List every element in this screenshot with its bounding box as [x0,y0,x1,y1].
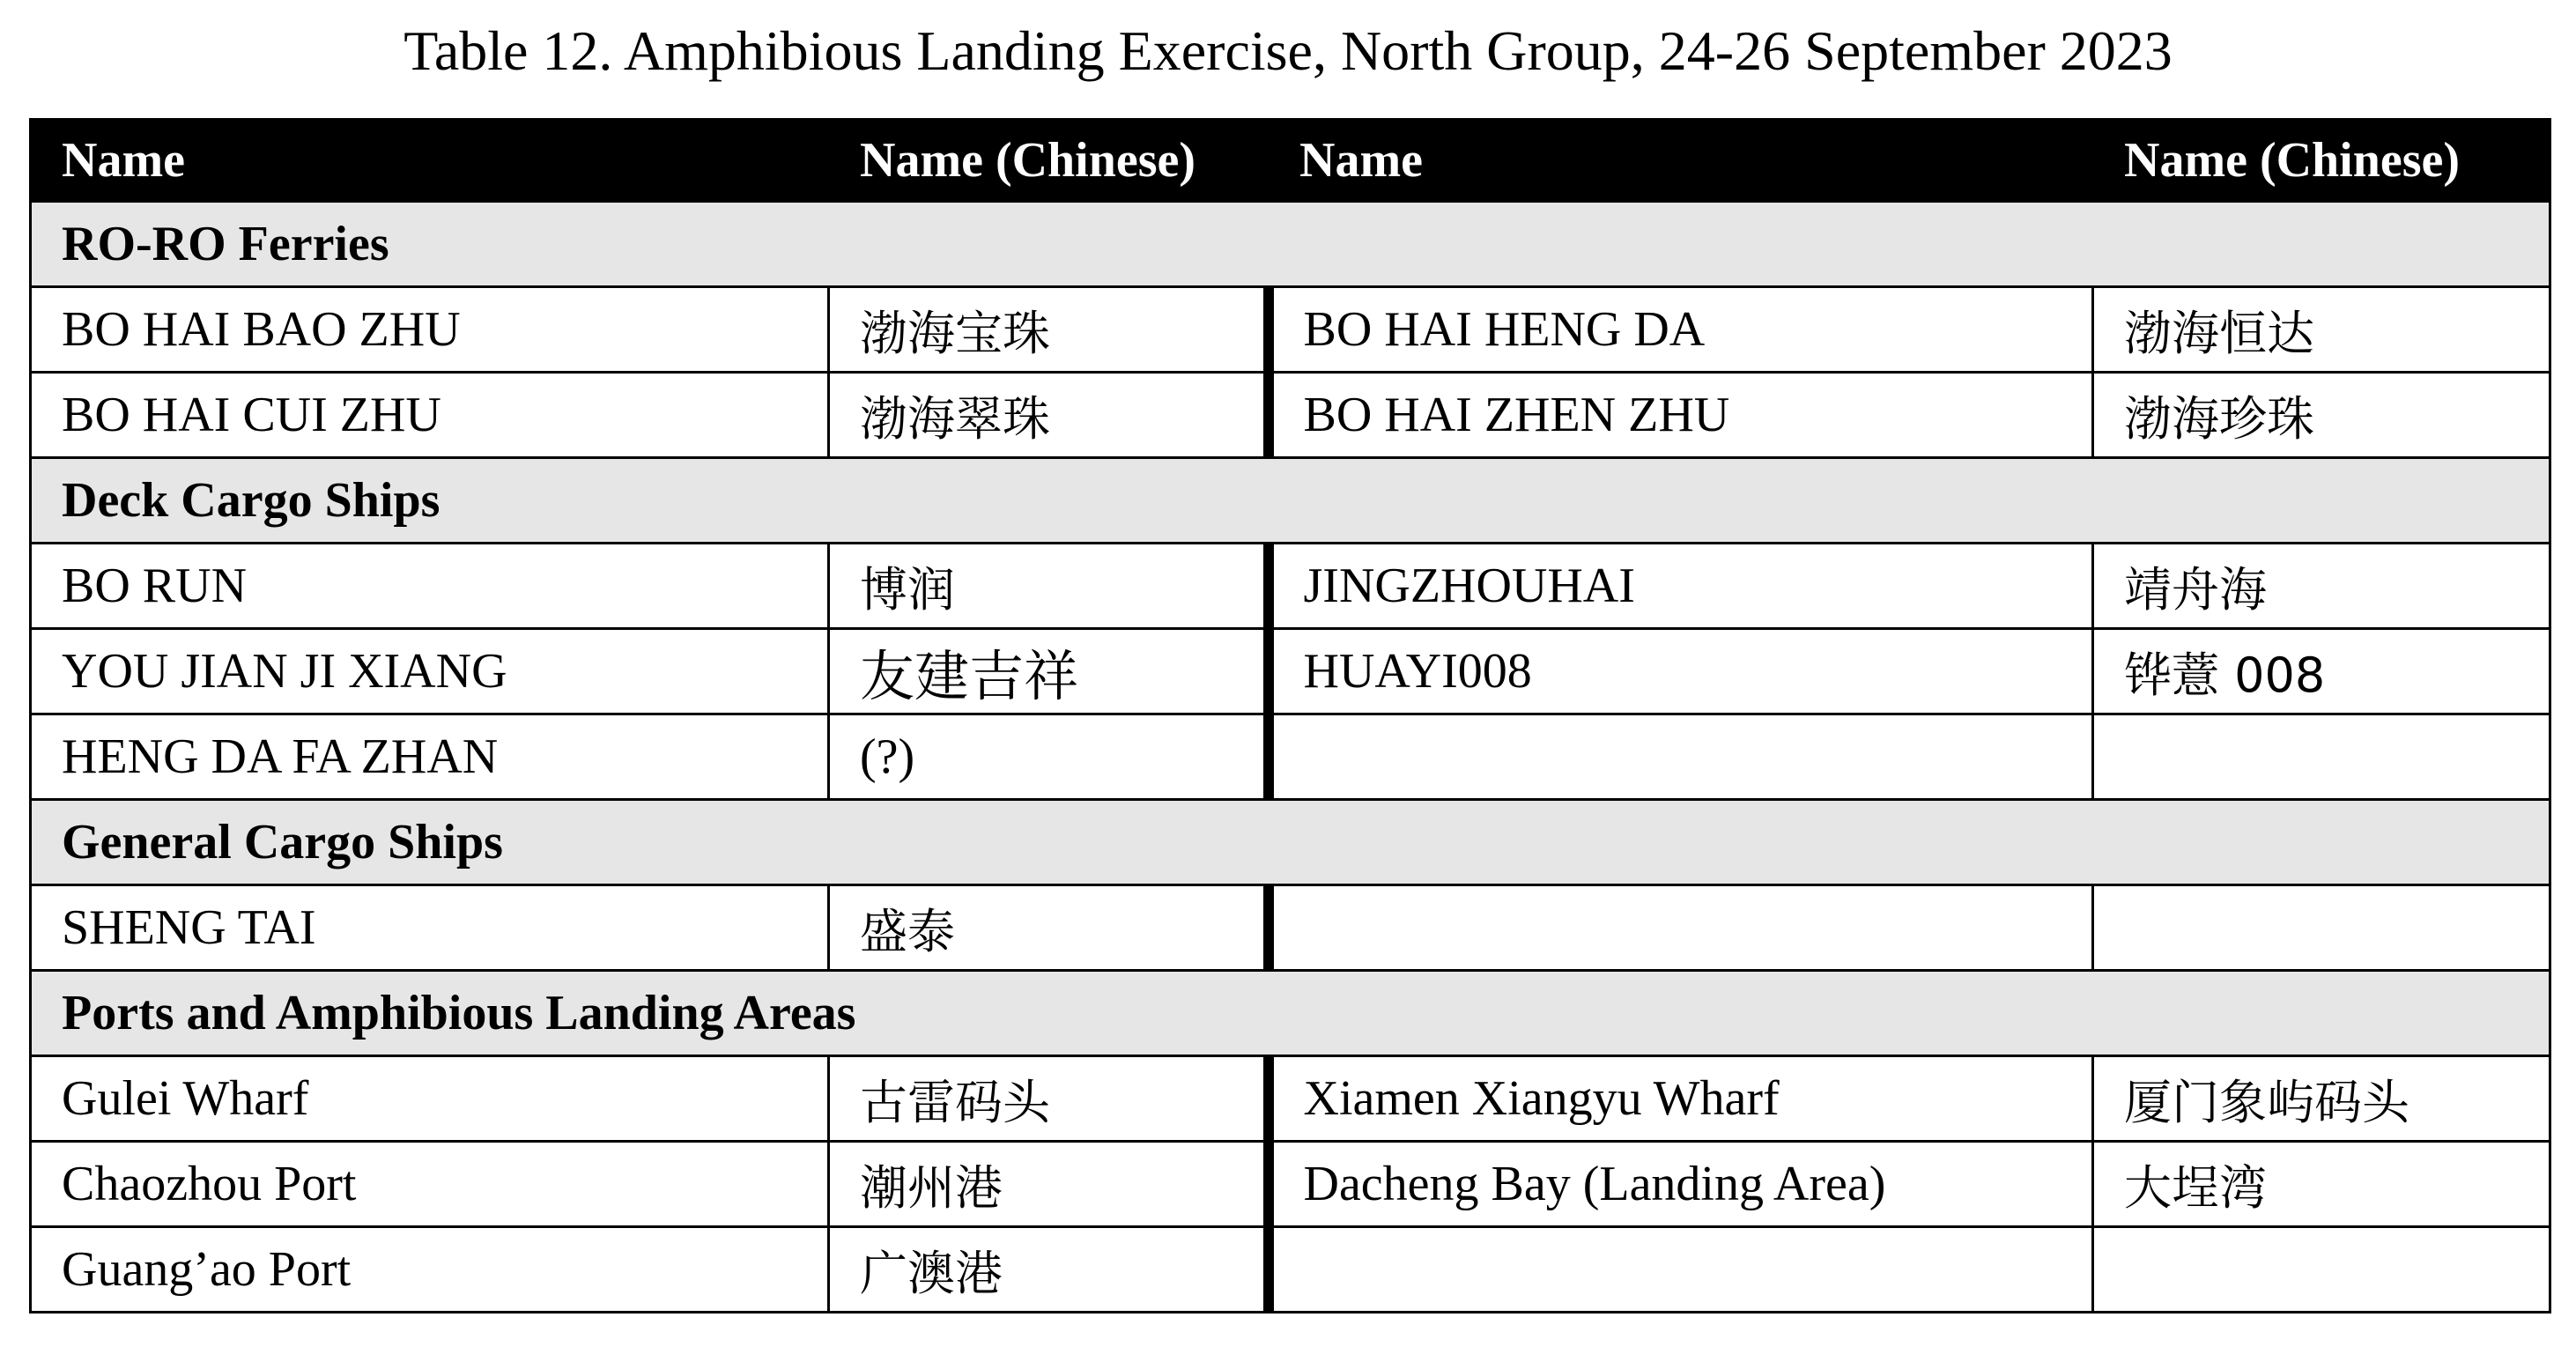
ship-table [29,118,2551,1314]
ship-name-chinese [2093,714,2550,800]
ship-name: BO HAI ZHEN ZHU [1269,373,2093,458]
ship-name-chinese: 博润 [829,544,1269,629]
place-name [1269,1227,2093,1313]
ship-name-chinese: 友建吉祥 [829,629,1269,714]
section-row [31,202,2550,287]
header-name: Name [1269,120,2093,202]
table-row [31,629,2550,714]
ship-name-chinese: 盛泰 [829,885,1269,971]
header-name-chinese: Name (Chinese) [2093,120,2550,202]
header-name-chinese: Name (Chinese) [829,120,1269,202]
ship-name-chinese: 靖舟海 [2093,544,2550,629]
ship-name: HUAYI008 [1269,629,2093,714]
place-name: Gulei Wharf [31,1056,829,1142]
table-row [31,544,2550,629]
table-row [31,287,2550,373]
ship-name: BO HAI CUI ZHU [31,373,829,458]
ship-name-chinese [2093,885,2550,971]
table-row [31,885,2550,971]
place-name-chinese: 古雷码头 [829,1056,1269,1142]
ship-name: HENG DA FA ZHAN [31,714,829,800]
table-row [31,1142,2550,1227]
table-title: Table 12. Amphibious Landing Exercise, North Group, 24-26 September 2023 [403,19,2173,82]
ship-name: SHENG TAI [31,885,829,971]
table-row [31,714,2550,800]
place-name: Chaozhou Port [31,1142,829,1227]
section-label: Ports and Amphibious Landing Areas [31,971,2550,1056]
ship-name: BO HAI HENG DA [1269,287,2093,373]
ship-name-chinese: 铧薏 008 [2093,629,2550,714]
table-row [31,1056,2550,1142]
section-row [31,971,2550,1056]
place-name-chinese [2093,1227,2550,1313]
header-name: Name [31,120,829,202]
place-name-chinese: 厦门象屿码头 [2093,1056,2550,1142]
ship-name [1269,714,2093,800]
place-name-chinese: 大埕湾 [2093,1142,2550,1227]
ship-name: JINGZHOUHAI [1269,544,2093,629]
section-row [31,458,2550,544]
section-label: RO-RO Ferries [31,202,2550,287]
table-row [31,373,2550,458]
section-row [31,800,2550,885]
place-name: Guang’ao Port [31,1227,829,1313]
ship-name-chinese: 渤海珍珠 [2093,373,2550,458]
place-name-chinese: 广澳港 [829,1227,1269,1313]
ship-name-chinese: (?) [829,714,1269,800]
section-label: General Cargo Ships [31,800,2550,885]
ship-name-chinese: 渤海翠珠 [829,373,1269,458]
ship-name: BO RUN [31,544,829,629]
table-row [31,1227,2550,1313]
place-name: Dacheng Bay (Landing Area) [1269,1142,2093,1227]
ship-name: BO HAI BAO ZHU [31,287,829,373]
ship-name [1269,885,2093,971]
place-name: Xiamen Xiangyu Wharf [1269,1056,2093,1142]
section-label: Deck Cargo Ships [31,458,2550,544]
place-name-chinese: 潮州港 [829,1142,1269,1227]
ship-name-chinese: 渤海宝珠 [829,287,1269,373]
table-header-row [31,120,2550,202]
ship-name: YOU JIAN JI XIANG [31,629,829,714]
ship-name-chinese: 渤海恒达 [2093,287,2550,373]
